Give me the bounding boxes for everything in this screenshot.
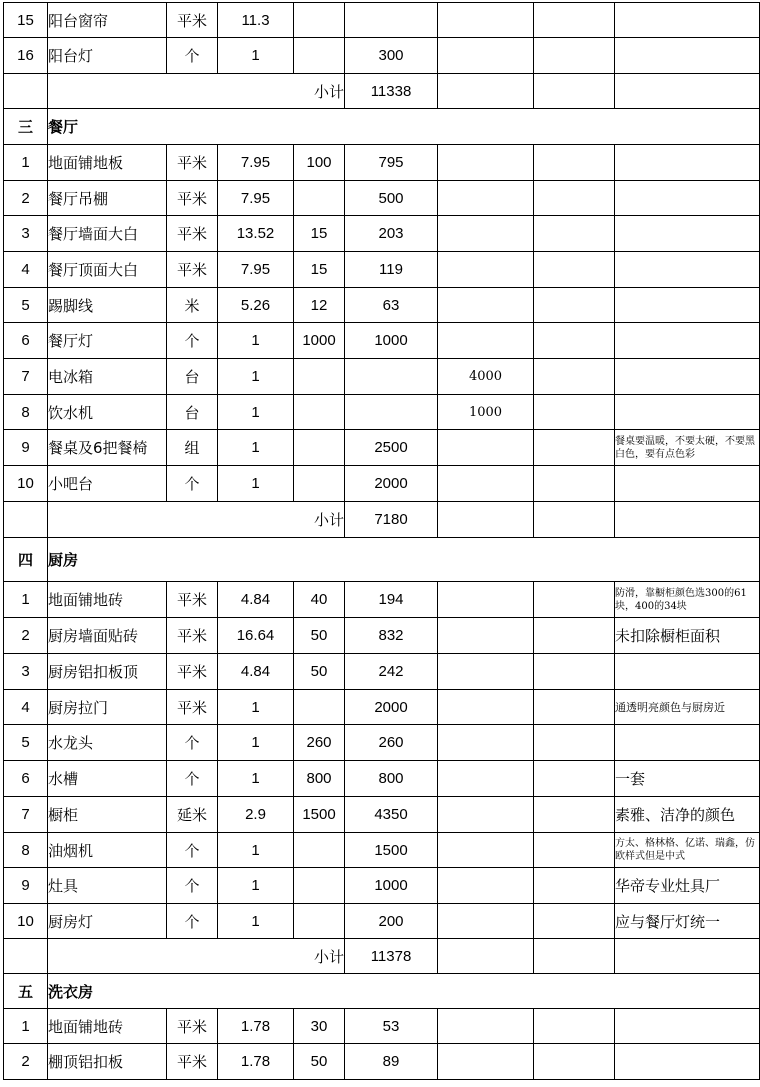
extra-cell[interactable] (534, 466, 615, 502)
quantity-cell[interactable]: 7.95 (218, 145, 294, 181)
item-name-cell[interactable]: 橱柜 (48, 797, 167, 833)
extra-cell[interactable] (534, 618, 615, 654)
unit-cell[interactable]: 米 (167, 288, 218, 323)
note-cell[interactable] (615, 216, 760, 252)
appliance-cost-cell[interactable] (438, 868, 534, 904)
extra-cell[interactable] (534, 359, 615, 395)
subtotal-spacer-cell[interactable] (4, 502, 48, 538)
unit-cell[interactable]: 平米 (167, 216, 218, 252)
extra-cell[interactable] (534, 1044, 615, 1080)
section-title-cell[interactable]: 厨房 (48, 538, 760, 582)
unit-price-cell[interactable] (294, 833, 345, 868)
quantity-cell[interactable]: 1 (218, 38, 294, 74)
unit-cell[interactable]: 个 (167, 323, 218, 359)
unit-price-cell[interactable] (294, 3, 345, 38)
note-cell[interactable] (615, 395, 760, 430)
quantity-cell[interactable]: 7.95 (218, 181, 294, 216)
table-row (4, 1009, 760, 1044)
appliance-cost-cell[interactable] (438, 654, 534, 690)
amount-cell[interactable]: 2000 (345, 690, 438, 725)
unit-price-cell[interactable]: 1500 (294, 797, 345, 833)
amount-cell[interactable] (345, 3, 438, 38)
note-cell[interactable]: 华帝专业灶具厂 (615, 868, 760, 904)
quantity-cell[interactable]: 1.78 (218, 1044, 294, 1080)
extra-cell[interactable] (438, 74, 534, 109)
amount-cell[interactable] (345, 395, 438, 430)
quantity-cell[interactable]: 5.26 (218, 288, 294, 323)
unit-cell[interactable]: 平米 (167, 654, 218, 690)
appliance-cost-cell[interactable]: 4000 (438, 359, 534, 395)
table-row (4, 761, 760, 797)
quantity-cell[interactable]: 1 (218, 761, 294, 797)
extra-cell[interactable] (534, 868, 615, 904)
table-row (4, 145, 760, 181)
item-name-cell[interactable]: 阳台灯 (48, 38, 167, 74)
note-cell[interactable] (615, 939, 760, 974)
note-cell[interactable] (615, 252, 760, 288)
row-number-cell[interactable]: 9 (4, 868, 48, 904)
item-name-cell[interactable]: 地面铺地砖 (48, 1009, 167, 1044)
extra-cell[interactable] (534, 288, 615, 323)
item-name-cell[interactable]: 餐厅顶面大白 (48, 252, 167, 288)
extra-cell[interactable] (534, 904, 615, 939)
amount-cell[interactable]: 89 (345, 1044, 438, 1080)
amount-cell[interactable]: 2000 (345, 466, 438, 502)
row-number-cell[interactable]: 8 (4, 395, 48, 430)
table-row (4, 904, 760, 939)
extra-cell[interactable] (438, 502, 534, 538)
appliance-cost-cell[interactable] (438, 1044, 534, 1080)
note-cell[interactable] (615, 1009, 760, 1044)
item-name-cell[interactable]: 棚顶铝扣板 (48, 1044, 167, 1080)
extra-cell[interactable] (438, 939, 534, 974)
note-cell[interactable] (615, 3, 760, 38)
item-name-cell[interactable]: 餐厅墙面大白 (48, 216, 167, 252)
unit-price-cell[interactable] (294, 181, 345, 216)
row-number-cell[interactable]: 5 (4, 288, 48, 323)
section-title-cell[interactable]: 餐厅 (48, 109, 760, 145)
note-cell[interactable]: 未扣除橱柜面积 (615, 618, 760, 654)
amount-cell[interactable]: 242 (345, 654, 438, 690)
note-cell[interactable]: 方太、格林格、亿诺、瑞鑫，仿欧样式但是中式 (615, 833, 760, 868)
quantity-cell[interactable]: 13.52 (218, 216, 294, 252)
amount-cell[interactable]: 203 (345, 216, 438, 252)
unit-cell[interactable]: 平米 (167, 181, 218, 216)
subtotal-amount-cell[interactable]: 7180 (345, 502, 438, 538)
appliance-cost-cell[interactable] (438, 430, 534, 466)
note-cell[interactable]: 餐桌要温暖，不要太硬，不要黑白色，要有点色彩 (615, 430, 760, 466)
unit-cell[interactable]: 平米 (167, 3, 218, 38)
unit-cell[interactable]: 台 (167, 359, 218, 395)
quantity-cell[interactable]: 1 (218, 725, 294, 761)
item-name-cell[interactable]: 厨房铝扣板顶 (48, 654, 167, 690)
appliance-cost-cell[interactable] (438, 252, 534, 288)
appliance-cost-cell[interactable] (438, 833, 534, 868)
row-number-cell[interactable]: 2 (4, 181, 48, 216)
item-name-cell[interactable]: 水槽 (48, 761, 167, 797)
unit-cell[interactable]: 个 (167, 868, 218, 904)
row-number-cell[interactable]: 1 (4, 145, 48, 181)
unit-price-cell[interactable]: 30 (294, 1009, 345, 1044)
appliance-cost-cell[interactable] (438, 323, 534, 359)
quantity-cell[interactable]: 4.84 (218, 582, 294, 618)
unit-price-cell[interactable]: 1000 (294, 323, 345, 359)
quantity-cell[interactable]: 1 (218, 904, 294, 939)
row-number-cell[interactable]: 15 (4, 3, 48, 38)
note-cell[interactable] (615, 725, 760, 761)
extra-cell[interactable] (534, 181, 615, 216)
unit-cell[interactable]: 平米 (167, 252, 218, 288)
item-name-cell[interactable]: 饮水机 (48, 395, 167, 430)
item-name-cell[interactable]: 小吧台 (48, 466, 167, 502)
extra-cell[interactable] (534, 833, 615, 868)
item-name-cell[interactable]: 踢脚线 (48, 288, 167, 323)
row-number-cell[interactable]: 10 (4, 466, 48, 502)
item-name-cell[interactable]: 电冰箱 (48, 359, 167, 395)
appliance-cost-cell[interactable] (438, 618, 534, 654)
quantity-cell[interactable]: 7.95 (218, 252, 294, 288)
amount-cell[interactable]: 1500 (345, 833, 438, 868)
subtotal-amount-cell[interactable]: 11338 (345, 74, 438, 109)
item-name-cell[interactable]: 餐厅吊棚 (48, 181, 167, 216)
row-number-cell[interactable]: 7 (4, 359, 48, 395)
table-row (4, 181, 760, 216)
appliance-cost-cell[interactable] (438, 466, 534, 502)
appliance-cost-cell[interactable] (438, 181, 534, 216)
item-name-cell[interactable]: 地面铺地板 (48, 145, 167, 181)
section-title-cell[interactable]: 洗衣房 (48, 974, 760, 1009)
row-number-cell[interactable]: 4 (4, 690, 48, 725)
table-row (4, 1044, 760, 1080)
amount-cell[interactable] (345, 359, 438, 395)
note-cell[interactable] (615, 38, 760, 74)
extra-cell[interactable] (534, 761, 615, 797)
row-number-cell[interactable]: 6 (4, 761, 48, 797)
quantity-cell[interactable]: 2.9 (218, 797, 294, 833)
item-name-cell[interactable]: 厨房灯 (48, 904, 167, 939)
quantity-cell[interactable]: 1 (218, 690, 294, 725)
section-number-cell[interactable]: 四 (4, 538, 48, 582)
extra-cell[interactable] (534, 38, 615, 74)
extra-cell[interactable] (534, 725, 615, 761)
item-name-cell[interactable]: 餐厅灯 (48, 323, 167, 359)
appliance-cost-cell[interactable] (438, 761, 534, 797)
unit-cell[interactable]: 平米 (167, 145, 218, 181)
extra-cell[interactable] (534, 502, 615, 538)
extra-cell[interactable] (534, 430, 615, 466)
appliance-cost-cell[interactable] (438, 38, 534, 74)
item-name-cell[interactable]: 水龙头 (48, 725, 167, 761)
table-row (4, 466, 760, 502)
unit-cell[interactable]: 组 (167, 430, 218, 466)
unit-cell[interactable]: 个 (167, 38, 218, 74)
note-cell[interactable] (615, 466, 760, 502)
unit-price-cell[interactable] (294, 359, 345, 395)
amount-cell[interactable]: 300 (345, 38, 438, 74)
quantity-cell[interactable]: 16.64 (218, 618, 294, 654)
unit-cell[interactable]: 平米 (167, 582, 218, 618)
amount-cell[interactable]: 1000 (345, 868, 438, 904)
unit-price-cell[interactable] (294, 690, 345, 725)
note-cell[interactable] (615, 145, 760, 181)
table-row (4, 430, 760, 466)
unit-cell[interactable]: 个 (167, 725, 218, 761)
item-name-cell[interactable]: 地面铺地砖 (48, 582, 167, 618)
unit-price-cell[interactable]: 100 (294, 145, 345, 181)
extra-cell[interactable] (534, 582, 615, 618)
quantity-cell[interactable]: 1 (218, 833, 294, 868)
appliance-cost-cell[interactable] (438, 3, 534, 38)
extra-cell[interactable] (534, 323, 615, 359)
unit-price-cell[interactable]: 50 (294, 654, 345, 690)
unit-price-cell[interactable]: 40 (294, 582, 345, 618)
unit-cell[interactable]: 个 (167, 904, 218, 939)
subtotal-amount-cell[interactable]: 11378 (345, 939, 438, 974)
row-number-cell[interactable]: 6 (4, 323, 48, 359)
amount-cell[interactable]: 194 (345, 582, 438, 618)
amount-cell[interactable]: 1000 (345, 323, 438, 359)
subtotal-label-cell[interactable]: 小计 (48, 939, 345, 974)
unit-price-cell[interactable] (294, 868, 345, 904)
unit-cell[interactable]: 平米 (167, 618, 218, 654)
extra-cell[interactable] (534, 1009, 615, 1044)
row-number-cell[interactable]: 9 (4, 430, 48, 466)
section-number-cell[interactable]: 五 (4, 974, 48, 1009)
subtotal-spacer-cell[interactable] (4, 939, 48, 974)
unit-cell[interactable]: 延米 (167, 797, 218, 833)
note-cell[interactable] (615, 288, 760, 323)
amount-cell[interactable]: 500 (345, 181, 438, 216)
extra-cell[interactable] (534, 145, 615, 181)
subtotal-row (4, 502, 760, 538)
row-number-cell[interactable]: 2 (4, 618, 48, 654)
amount-cell[interactable]: 119 (345, 252, 438, 288)
table-row (4, 618, 760, 654)
table-row (4, 395, 760, 430)
amount-cell[interactable]: 53 (345, 1009, 438, 1044)
row-number-cell[interactable]: 3 (4, 216, 48, 252)
table-row (4, 725, 760, 761)
unit-cell[interactable]: 平米 (167, 1009, 218, 1044)
appliance-cost-cell[interactable] (438, 582, 534, 618)
quantity-cell[interactable]: 1 (218, 323, 294, 359)
unit-price-cell[interactable]: 15 (294, 252, 345, 288)
row-number-cell[interactable]: 2 (4, 1044, 48, 1080)
unit-cell[interactable]: 平米 (167, 690, 218, 725)
unit-price-cell[interactable]: 12 (294, 288, 345, 323)
row-number-cell[interactable]: 3 (4, 654, 48, 690)
extra-cell[interactable] (534, 690, 615, 725)
table-body (4, 3, 760, 1080)
quantity-cell[interactable]: 1 (218, 430, 294, 466)
appliance-cost-cell[interactable] (438, 690, 534, 725)
extra-cell[interactable] (534, 939, 615, 974)
subtotal-label-cell[interactable]: 小计 (48, 502, 345, 538)
table-row (4, 38, 760, 74)
note-cell[interactable] (615, 323, 760, 359)
item-name-cell[interactable]: 厨房拉门 (48, 690, 167, 725)
row-number-cell[interactable]: 4 (4, 252, 48, 288)
unit-price-cell[interactable]: 50 (294, 618, 345, 654)
amount-cell[interactable]: 200 (345, 904, 438, 939)
appliance-cost-cell[interactable] (438, 1009, 534, 1044)
unit-price-cell[interactable]: 260 (294, 725, 345, 761)
amount-cell[interactable]: 832 (345, 618, 438, 654)
unit-price-cell[interactable] (294, 395, 345, 430)
appliance-cost-cell[interactable]: 1000 (438, 395, 534, 430)
unit-price-cell[interactable] (294, 904, 345, 939)
extra-cell[interactable] (534, 797, 615, 833)
table-row (4, 323, 760, 359)
row-number-cell[interactable]: 10 (4, 904, 48, 939)
row-number-cell[interactable]: 5 (4, 725, 48, 761)
quantity-cell[interactable]: 1.78 (218, 1009, 294, 1044)
note-cell[interactable] (615, 502, 760, 538)
extra-cell[interactable] (534, 252, 615, 288)
appliance-cost-cell[interactable] (438, 904, 534, 939)
appliance-cost-cell[interactable] (438, 797, 534, 833)
amount-cell[interactable]: 795 (345, 145, 438, 181)
quantity-cell[interactable]: 1 (218, 466, 294, 502)
budget-table (3, 2, 760, 1080)
amount-cell[interactable]: 4350 (345, 797, 438, 833)
appliance-cost-cell[interactable] (438, 288, 534, 323)
amount-cell[interactable]: 2500 (345, 430, 438, 466)
quantity-cell[interactable]: 4.84 (218, 654, 294, 690)
note-cell[interactable]: 防滑，靠橱柜颜色选300的61块，400的34块 (615, 582, 760, 618)
row-number-cell[interactable]: 8 (4, 833, 48, 868)
note-cell[interactable]: 通透明亮颜色与厨房近 (615, 690, 760, 725)
unit-price-cell[interactable]: 15 (294, 216, 345, 252)
table-row (4, 833, 760, 868)
subtotal-label-cell[interactable]: 小计 (48, 74, 345, 109)
section-header-row (4, 974, 760, 1009)
table-row (4, 252, 760, 288)
unit-cell[interactable]: 个 (167, 761, 218, 797)
quantity-cell[interactable]: 1 (218, 868, 294, 904)
extra-cell[interactable] (534, 654, 615, 690)
extra-cell[interactable] (534, 395, 615, 430)
table-row (4, 582, 760, 618)
table-row (4, 359, 760, 395)
subtotal-row (4, 74, 760, 109)
quantity-cell[interactable]: 11.3 (218, 3, 294, 38)
unit-cell[interactable]: 台 (167, 395, 218, 430)
item-name-cell[interactable]: 灶具 (48, 868, 167, 904)
section-number-cell[interactable]: 三 (4, 109, 48, 145)
subtotal-spacer-cell[interactable] (4, 74, 48, 109)
note-cell[interactable]: 应与餐厅灯统一 (615, 904, 760, 939)
section-header-row (4, 538, 760, 582)
extra-cell[interactable] (534, 3, 615, 38)
unit-cell[interactable]: 个 (167, 833, 218, 868)
amount-cell[interactable]: 63 (345, 288, 438, 323)
row-number-cell[interactable]: 7 (4, 797, 48, 833)
table-row (4, 288, 760, 323)
note-cell[interactable]: 一套 (615, 761, 760, 797)
unit-price-cell[interactable]: 50 (294, 1044, 345, 1080)
row-number-cell[interactable]: 16 (4, 38, 48, 74)
table-row (4, 797, 760, 833)
item-name-cell[interactable]: 餐桌及6把餐椅 (48, 430, 167, 466)
row-number-cell[interactable]: 1 (4, 582, 48, 618)
item-name-cell[interactable]: 阳台窗帘 (48, 3, 167, 38)
extra-cell[interactable] (534, 216, 615, 252)
unit-price-cell[interactable]: 800 (294, 761, 345, 797)
quantity-cell[interactable]: 1 (218, 359, 294, 395)
amount-cell[interactable]: 800 (345, 761, 438, 797)
quantity-cell[interactable]: 1 (218, 395, 294, 430)
unit-cell[interactable]: 平米 (167, 1044, 218, 1080)
amount-cell[interactable]: 260 (345, 725, 438, 761)
extra-cell[interactable] (534, 74, 615, 109)
table-row (4, 690, 760, 725)
item-name-cell[interactable]: 厨房墙面贴砖 (48, 618, 167, 654)
note-cell[interactable] (615, 359, 760, 395)
table-row (4, 3, 760, 38)
row-number-cell[interactable]: 1 (4, 1009, 48, 1044)
subtotal-row (4, 939, 760, 974)
note-cell[interactable]: 素雅、洁净的颜色 (615, 797, 760, 833)
unit-price-cell[interactable] (294, 38, 345, 74)
table-row (4, 216, 760, 252)
item-name-cell[interactable]: 油烟机 (48, 833, 167, 868)
note-cell[interactable] (615, 181, 760, 216)
table-row (4, 654, 760, 690)
note-cell[interactable] (615, 1044, 760, 1080)
section-header-row (4, 109, 760, 145)
appliance-cost-cell[interactable] (438, 145, 534, 181)
note-cell[interactable] (615, 654, 760, 690)
unit-price-cell[interactable] (294, 430, 345, 466)
note-cell[interactable] (615, 74, 760, 109)
unit-price-cell[interactable] (294, 466, 345, 502)
table-row (4, 868, 760, 904)
appliance-cost-cell[interactable] (438, 216, 534, 252)
appliance-cost-cell[interactable] (438, 725, 534, 761)
unit-cell[interactable]: 个 (167, 466, 218, 502)
